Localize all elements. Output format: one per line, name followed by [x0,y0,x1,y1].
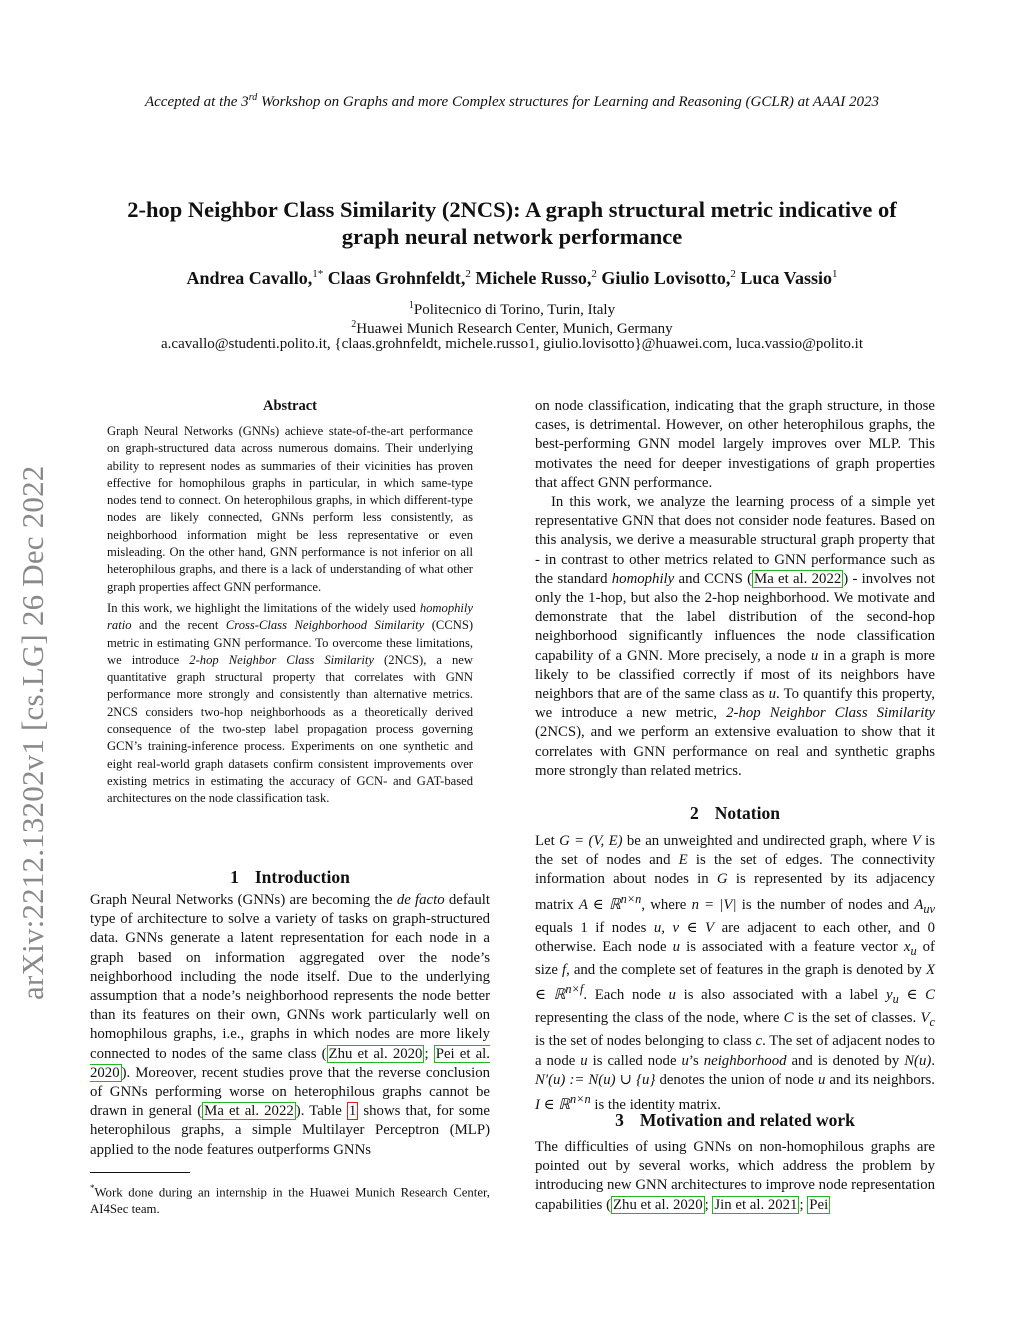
author: Claas Grohnfeldt,$^2$ [327,268,471,288]
arxiv-stamp: arXiv:2212.13202v1 [cs.LG] 26 Dec 2022 [15,465,50,1000]
author: Luca Vassio$^1$ [740,268,838,288]
footnote: *Work done during an internship in the Huawei Munich Research Center, AI4Sec team. [90,1183,490,1217]
author: Andrea Cavallo,$^{1*}$ [186,268,324,288]
abstract-body [107,423,473,812]
right-column-intro [535,397,935,781]
notation-paragraph: Let G = (V, E) be an unweighted and undirected graph, where V is the set of nodes and E is the set of edges. The connectivity information about nodes in G is represented by its adjacency matrix A ∈ ℝ$^{n\times n}$, where n = |V| is the number of nodes and $A_{uv}$ equals 1 if nodes u, v ∈ V are adjacent to each other, and 0 otherwise. Each node u is associated with a feature vector $x_u$ of size f, and the complete set of features in the graph is denoted by X ∈ ℝ$^{n\times f}$. Each node u is also associated with a label $y_u$ ∈ C representing the class of the node, where C is the set of classes. $V_c$ is the set of nodes belonging to class c. The set of adjacent nodes to a node u is called node u’s neighborhood and is denoted by N(u). N′(u) := N(u) ∪ {u} denotes the union of node u and its neighbors. I ∈ ℝ$^{n\times n}$ is the identity matrix. [535,833,936,1114]
affiliation-2: $^2$Huawei Munich Research Center, Munich, Germany [351,319,673,337]
introduction-body [90,891,490,1160]
introduction-paragraph: Graph Neural Networks (GNNs) are becoming the de facto default type of architecture to solve a variety of tasks on graph-structured data. GNNs generate a latent representation for each node in a graph based on information aggregated over the node’s neighborhood including the node itself. Due to the underlying assumption that a node’s neighborhood represents the node better than its features on their own, GNNs work particularly well on homophilous graphs, i.e., graphs in which nodes are more likely connected to nodes of the same class ( Zhu et al. 2020 ; Pei et al. 2020 ). Moreover, recent studies prove that the reverse conclusion of GNNs performing worse on heterophilous graphs cannot be drawn in general ( Ma et al. 2022 ). Table 1 shows that, for some heterophilous graphs, a simple Multilayer Perceptron (MLP) applied to the node features outperforms GNNs [90,892,490,1158]
citation-link[interactable]: Jin et al. 2021 [714,1196,798,1213]
running-header [0,92,1024,111]
motivation-paragraph: The difficulties of using GNNs on non-homophilous graphs are pointed out by several works, which address the problem by introducing new GNN architectures to improve node representation capabilities ( Zhu et al. 2020 ; Jin et al. 2021 ; Pei [535,1139,935,1213]
citation-link[interactable]: Pei et al. 2020 [90,1045,490,1081]
citation-link[interactable]: Ma et al. 2022 [204,1103,294,1120]
header-sup: rd [248,92,258,103]
title-line-1: 2-hop Neighbor Class Similarity (2NCS): A graph structural metric indicative of [127,197,897,222]
citation-link[interactable]: Zhu et al. 2020 [328,1045,423,1062]
citation-link[interactable]: Pei [809,1196,829,1213]
section-heading-motivation: 3 Motivation and related work [615,1110,855,1130]
paragraph: on node classification, indicating that the graph structure, in those cases, is detrimental. However, on other heterophilous graphs, the best-performing GNN model largely improves over MLP. This motivates the need for deeper investigations of graph properties that affect GNN performance. [535,398,935,491]
motivation-body [535,1138,935,1215]
header-text-rest: Workshop on Graphs and more Complex structures for Learning and Reasoning (GCLR) at AAAI 2023 [257,94,880,110]
header-text: Accepted at the 3 [144,94,249,110]
author-list [0,268,1024,289]
author-emails: a.cavallo@studenti.polito.it, {claas.grohnfeldt, michele.russo1, giulio.lovisotto}@huawei.com, luca.vassio@polito.it [161,336,863,352]
abstract-paragraph-1: Graph Neural Networks (GNNs) achieve state-of-the-art performance on graph-structured data across numerous domains. Their underlying ability to represent nodes as summaries of their vicinities has proven effective for homophilous graphs in particular, in which same-type nodes tend to connect. On heterophilous graphs, in which different-type nodes are likely connected, GNNs perform less consistently, as neighborhood information might be less representative or even misleading. On the other hand, GNN performance is not inferior on all heterophilous graphs, and there is a lack of understanding of what other graph properties affect GNN performance. [107,424,473,594]
citation-link[interactable]: Zhu et al. 2020 [613,1196,703,1213]
author: Michele Russo,$^2$ [475,268,597,288]
title-line-2: graph neural network performance [341,224,683,249]
section-heading-introduction: 1 Introduction [230,867,350,887]
footnote-rule [90,1172,190,1173]
abstract-paragraph-2: In this work, we highlight the limitations of the widely used homophily ratio and the recent Cross-Class Neighborhood Similarity (CCNS) metric in estimating GNN performance. To overcome these limitations, we introduce 2-hop Neighbor Class Similarity (2NCS), a new quantitative graph structural property that correlates with GNN performance more strongly and consistently than alternative metrics. 2NCS considers two-hop neighborhoods as a theoretically derived consequence of the two-step label propagation process governing GCN’s training-inference process. Experiments on one synthetic and eight real-world graph datasets confirm consistent improvements over existing metrics in estimating the accuracy of GCN- and GAT-based architectures on the node classification task. [107,600,474,806]
paragraph: In this work, we analyze the learning process of a simple yet representative GNN that does not consider node features. Based on this analysis, we derive a measurable structural graph property that - in contrast to other metrics related to GNN performance such as the standard homophily and CCNS ( Ma et al. 2022 ) - involves not only the 1-hop, but also the 2-hop neighborhood. We motivate and demonstrate that the label distribution of the second-hop neighborhood significantly influences the node classification capability of a GNN. More precisely, a node u in a graph is more likely to be classified correctly if most of its neighbors have neighbors that are of the same class as u. To quantify this property, we introduce a new metric, 2-hop Neighbor Class Similarity (2NCS), and we perform an extensive evaluation to show that it correlates with GNN performance on real and synthetic graphs more strongly than related metrics. [535,494,935,779]
citation-link[interactable]: Ma et al. 2022 [754,570,842,587]
author: Giulio Lovisotto,$^2$ [601,268,736,288]
affiliation-1: $^1$Politecnico di Torino, Turin, Italy [408,300,616,318]
abstract-heading: Abstract [263,398,317,414]
notation-body [535,832,935,1115]
paper-title [80,196,944,250]
section-heading-notation: 2 Notation [690,803,780,823]
table-reference-link[interactable]: 1 [348,1103,357,1120]
